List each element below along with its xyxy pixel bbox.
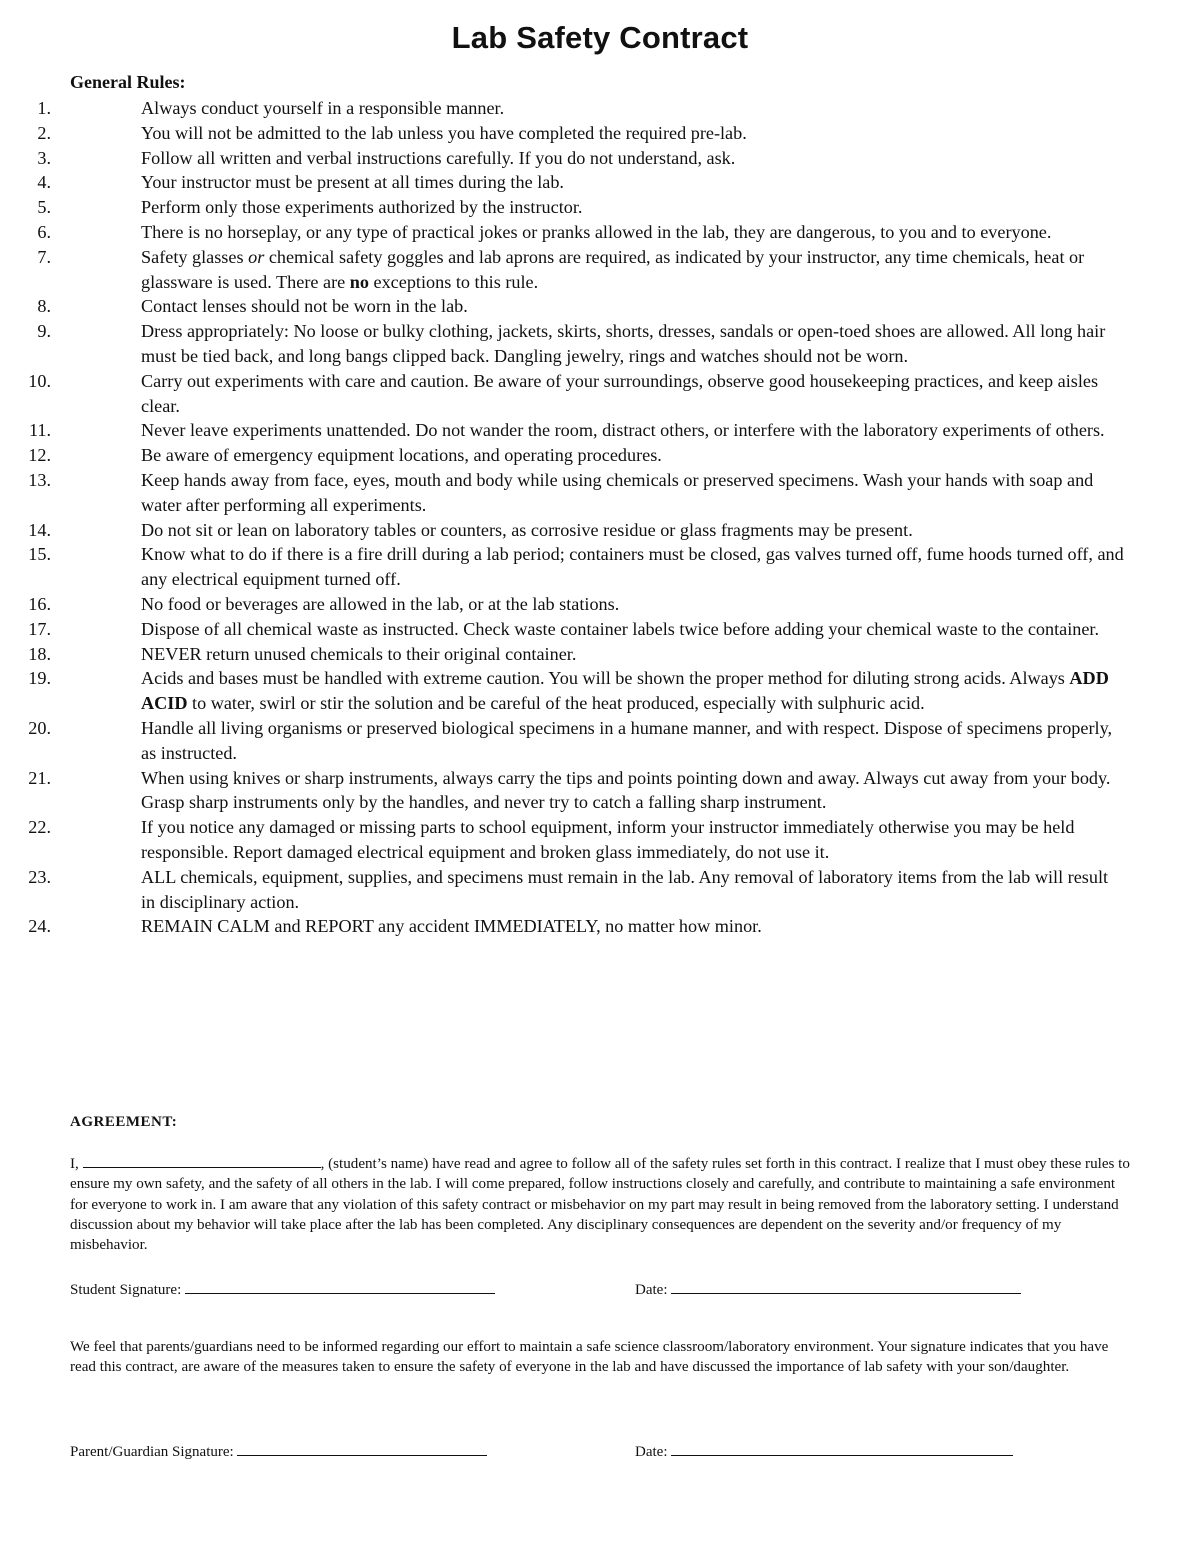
rule-item [0, 195, 1126, 220]
rule-text: NEVER return unused chemicals to their original container. [141, 643, 577, 664]
rule-item [0, 865, 1126, 915]
rule-item [0, 518, 1126, 543]
rule-item [0, 121, 1126, 146]
rule-number: 16. [28, 593, 51, 614]
rule-text: ADD ACID [141, 668, 1109, 714]
parent-paragraph: We feel that parents/guardians need to be informed regarding our effort to maintain a safe science classroom/laboratory environment. Your signature indicates that you have read this contract, are aware of the measures taken to ensure the safety of everyone in the lab and have discussed the importance of lab safety with your son/daughter. [70, 1339, 1109, 1376]
agreement-body: , (student’s name) have read and agree to follow all of the safety rules set forth in this contract. I realize that I must obey these rules to ensure my own safety, and the safety of all others in the lab. I will come prepared, follow instructions closely and carefully, and contribute to maintaining a safe environment for everyone to work in. I am aware that any violation of this safety contract or misbehavior on my part may result in being removed from the laboratory setting. I understand discussion about my behavior will take place after the lab has been completed. Any disciplinary consequences are dependent on the severity and/or frequency of my misbehavior. [70, 1156, 1130, 1254]
rule-number: 11. [28, 420, 51, 441]
rule-text: Do not sit or lean on laboratory tables or counters, as corrosive residue or glass fragments may be present. [141, 519, 913, 540]
parent-date-row [635, 1441, 1013, 1461]
rule-item [0, 468, 1126, 518]
parent-signature-label: Parent/Guardian Signature: [70, 1444, 234, 1460]
student-signature-row [70, 1279, 495, 1299]
rule-item [0, 766, 1126, 816]
rule-number: 3. [37, 147, 51, 168]
agreement-prefix: I, [70, 1156, 83, 1172]
parent-signature-row [70, 1441, 487, 1461]
page-title: Lab Safety Contract [451, 20, 749, 55]
student-signature-label: Student Signature: [70, 1282, 182, 1298]
rule-number: 4. [37, 172, 51, 193]
rule-text: Be aware of emergency equipment locations, and operating procedures. [141, 445, 662, 466]
parent-date-line[interactable] [671, 1441, 1013, 1456]
rule-text: to water, swirl or stir the solution and be careful of the heat produced, especially with sulphuric acid. [187, 693, 925, 714]
student-name-blank[interactable] [83, 1154, 321, 1168]
rule-item [0, 617, 1126, 642]
rule-item [0, 914, 1126, 939]
rule-number: 21. [28, 767, 51, 788]
rule-item [0, 294, 1126, 319]
rule-text: No food or beverages are allowed in the lab, or at the lab stations. [141, 593, 620, 614]
rule-number: 19. [28, 668, 51, 689]
rule-text: Dispose of all chemical waste as instructed. Check waste container labels twice before adding your chemical waste to the container. [141, 618, 1100, 639]
rule-text: There is no horseplay, or any type of practical jokes or pranks allowed in the lab, they are dangerous, to you and to everyone. [141, 221, 1052, 242]
rule-item [0, 319, 1126, 369]
rule-text: Never leave experiments unattended. Do not wander the room, distract others, or interfere with the laboratory experiments of others. [141, 420, 1105, 441]
rule-text: chemical safety goggles and lab aprons are required, as indicated by your instructor, any time chemicals, heat or glassware is used. There are [141, 246, 1085, 292]
student-date-row [635, 1279, 1021, 1299]
student-date-line[interactable] [671, 1279, 1021, 1294]
rule-text: or [248, 246, 265, 267]
rule-item [0, 592, 1126, 617]
rule-text: exceptions to this rule. [368, 271, 539, 292]
rule-item [0, 96, 1126, 121]
student-signature-line[interactable] [185, 1279, 495, 1294]
rule-text: Acids and bases must be handled with extreme caution. You will be shown the proper method for diluting strong acids. Always [141, 668, 1070, 689]
rule-item [0, 666, 1126, 716]
rule-text: no [349, 271, 369, 292]
rule-number: 12. [28, 445, 51, 466]
rule-number: 8. [37, 296, 51, 317]
rule-number: 24. [28, 916, 51, 937]
rule-item [0, 716, 1126, 766]
rule-item [0, 815, 1126, 865]
parent-date-label: Date: [635, 1444, 668, 1460]
rule-text: When using knives or sharp instruments, always carry the tips and points pointing down and away. Always cut away from your body. Grasp sharp instruments only by the handles, and never try to catch a falling sharp instrument. [141, 767, 1111, 813]
parent-signature-line[interactable] [237, 1441, 487, 1456]
rule-item [0, 418, 1126, 443]
rule-text: ALL chemicals, equipment, supplies, and specimens must remain in the lab. Any removal of laboratory items from the lab will result in disciplinary action. [141, 866, 1109, 912]
rule-item [0, 642, 1126, 667]
rule-text: Perform only those experiments authorized by the instructor. [141, 197, 583, 218]
rules-list [0, 96, 1200, 939]
rule-number: 14. [28, 519, 51, 540]
rule-text: Follow all written and verbal instructions carefully. If you do not understand, ask. [141, 147, 736, 168]
rule-text: Your instructor must be present at all times during the lab. [141, 172, 564, 193]
rule-number: 23. [28, 866, 51, 887]
rule-item [0, 245, 1126, 295]
rule-number: 9. [37, 321, 51, 342]
rule-item [0, 220, 1126, 245]
rule-item [0, 369, 1126, 419]
rule-number: 22. [28, 817, 51, 838]
rule-number: 15. [28, 544, 51, 565]
rule-text: Know what to do if there is a fire drill during a lab period; containers must be closed, gas valves turned off, fume hoods turned off, and any electrical equipment turned off. [141, 544, 1124, 590]
rule-text: If you notice any damaged or missing parts to school equipment, inform your instructor immediately otherwise you may be held responsible. Report damaged electrical equipment and broken glass immediately, do not use it. [141, 817, 1075, 862]
rule-item [0, 542, 1126, 592]
rule-text: Safety glasses [141, 246, 249, 267]
rule-number: 7. [37, 246, 51, 267]
rule-number: 6. [37, 221, 51, 242]
rule-text: Always conduct yourself in a responsible manner. [141, 98, 505, 118]
rule-item [0, 170, 1126, 195]
rule-number: 18. [28, 643, 51, 664]
general-rules-heading: General Rules: [70, 72, 186, 92]
rule-number: 2. [37, 122, 51, 143]
rule-text: Contact lenses should not be worn in the lab. [141, 296, 468, 317]
agreement-paragraph [70, 1154, 1132, 1255]
rule-number: 13. [28, 469, 51, 490]
rule-text: Dress appropriately: No loose or bulky clothing, jackets, skirts, shorts, dresses, sandals or open-toed shoes are allowed. All long hair must be tied back, and long bangs clipped back. Dangling jewelry, rings and watches should not be worn. [141, 321, 1106, 366]
rule-number: 20. [28, 717, 51, 738]
rule-text: REMAIN CALM and REPORT any accident IMMEDIATELY, no matter how minor. [141, 916, 762, 937]
agreement-heading: AGREEMENT: [70, 1114, 178, 1130]
rule-number: 10. [28, 370, 51, 391]
rule-text: You will not be admitted to the lab unless you have completed the required pre-lab. [141, 122, 747, 143]
rule-text: Keep hands away from face, eyes, mouth and body while using chemicals or preserved specimens. Wash your hands with soap and water after performing all experiments. [141, 469, 1094, 515]
rule-item [0, 443, 1126, 468]
rule-text: Carry out experiments with care and caution. Be aware of your surroundings, observe good housekeeping practices, and keep aisles clear. [141, 370, 1099, 416]
rule-number: 17. [28, 618, 51, 639]
rule-text: Handle all living organisms or preserved biological specimens in a humane manner, and with respect. Dispose of specimens properly, as instructed. [141, 717, 1113, 763]
rule-number: 5. [37, 197, 51, 218]
rule-number: 1. [37, 98, 51, 118]
student-date-label: Date: [635, 1282, 668, 1298]
rule-item [0, 146, 1126, 171]
